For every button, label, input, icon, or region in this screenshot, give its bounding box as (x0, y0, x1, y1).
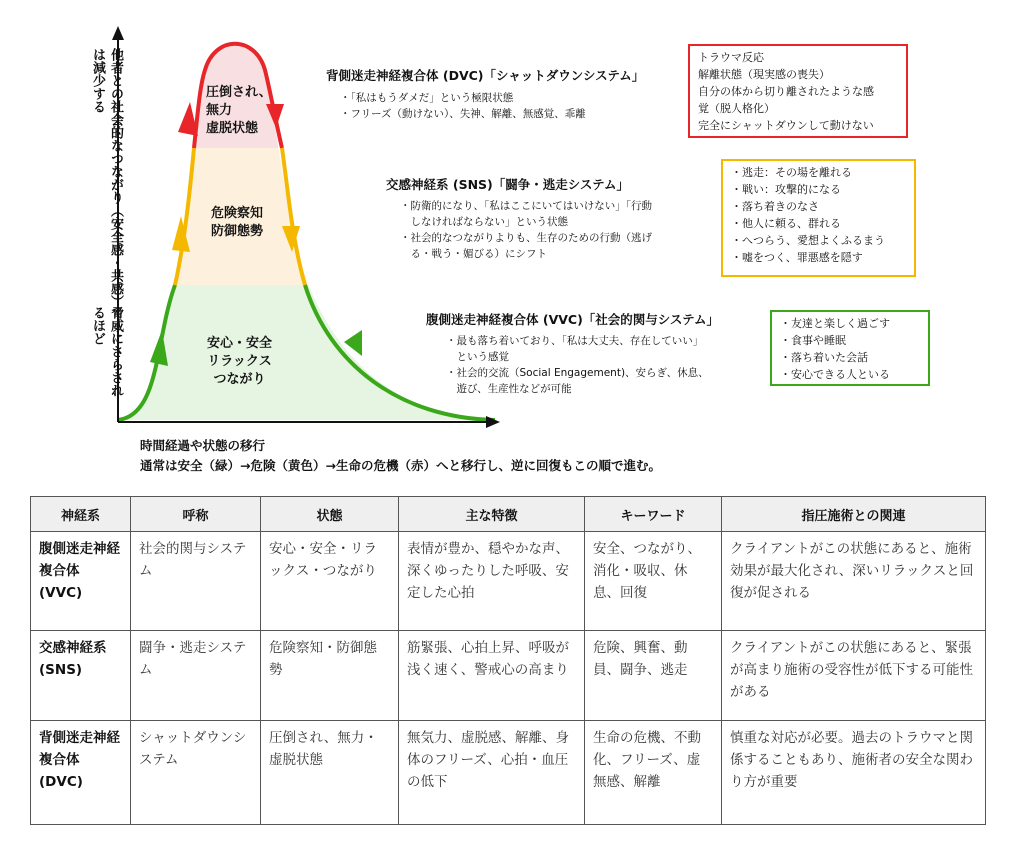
table-cell: クライアントがこの状態にあると、緊張が高まり施術の受容性が低下する可能性がある (722, 631, 986, 721)
x-axis-arrow-icon (486, 416, 500, 428)
dvc-bullets: ・「私はもうダメだ」という極限状態 ・フリーズ（動けない）、失神、解離、無感覚、乖離 (340, 92, 586, 120)
vvc-examples-box (770, 310, 930, 386)
table-cell: 慎重な対応が必要。過去のトラウマと関係することもあり、施術者の安全な関わり方が重要 (722, 721, 986, 825)
sns-examples-box (721, 159, 916, 277)
nervous-system-table (30, 496, 986, 825)
table-cell: クライアントがこの状態にあると、施術効果が最大化され、深いリラックスと回復が促される (722, 532, 986, 631)
sns-bullets: ・防衛的になり、「私はここにいてはいけない」「行動 しなければならない」という状態 ・社会的なつながりよりも、生存のための行動（逃げ る・戦う・媚びる）にシフト (400, 200, 652, 260)
table-cell: シャットダウンシステム (131, 721, 261, 825)
sns-box-text: ・逃走：その場を離れる ・戦い：攻撃的になる ・落ち着きのなさ ・他人に頼る、群れる ・へつらう、愛想よくふるまう ・嘘をつく、罪悪感を隠す (731, 166, 885, 264)
y-axis-label-line1: 脅威にさらされるほど (90, 305, 123, 397)
col-header-name: 呼称 (131, 497, 261, 532)
green-zone-label: 安心・安全 リラックス つながり (207, 336, 273, 387)
sns-title: 交感神経系 (SNS)「闘争・逃走システム」 (386, 177, 629, 192)
y-axis-label (58, 48, 124, 408)
col-header-keywords: キーワード (585, 497, 722, 532)
dvc-box-text: トラウマ反応 解離状態（現実感の喪失） 自分の体から切り離されたような感 覚（脱人格化） 完全にシャットダウンして動けない (698, 51, 874, 132)
table-header-row (31, 497, 986, 532)
table-cell: 社会的関与システム (131, 532, 261, 631)
col-header-features: 主な特徴 (399, 497, 585, 532)
col-header-state: 状態 (261, 497, 399, 532)
x-axis-caption-line1: 時間経過や状態の移行 (140, 438, 266, 453)
vvc-bullets: ・最も落ち着いており、「私は大丈夫、存在していい」 という感覚 ・社会的交流（Social Engagement)、安らぎ、休息、 遊び、生産性などが可能 (446, 335, 709, 395)
table-row (31, 721, 986, 825)
arrow-red-up (178, 102, 198, 136)
table-cell: 交感神経系 (SNS) (31, 631, 131, 721)
table-row (31, 532, 986, 631)
table-cell: 表情が豊か、穏やかな声、深くゆったりした呼吸、安定した心拍 (399, 532, 585, 631)
col-header-nerve: 神経系 (31, 497, 131, 532)
x-axis-caption-line2: 通常は安全（緑）→危険（黄色）→生命の危機（赤）へと移行し、逆に回復もこの順で進む。 (140, 458, 661, 473)
table-cell: 無気力、虚脱感、解離、身体のフリーズ、心拍・血圧の低下 (399, 721, 585, 825)
red-zone-label: 圧倒され、 無力 虚脱状態 (206, 85, 272, 136)
table-cell: 圧倒され、無力・虚脱状態 (261, 721, 399, 825)
table-cell: 危険、興奮、動員、闘争、逃走 (585, 631, 722, 721)
table-cell: 生命の危機、不動化、フリーズ、虚無感、解離 (585, 721, 722, 825)
table-cell: 危険察知・防御態勢 (261, 631, 399, 721)
dvc-title: 背側迷走神経複合体 (DVC)「シャットダウンシステム」 (326, 68, 645, 83)
dvc-trauma-box (688, 44, 908, 138)
table-cell: 闘争・逃走システム (131, 631, 261, 721)
table-cell: 腹側迷走神経複合体 (VVC) (31, 532, 131, 631)
y-axis-arrow-icon (112, 26, 124, 40)
table-cell: 背側迷走神経複合体 (DVC) (31, 721, 131, 825)
red-zone (100, 20, 520, 148)
y-axis-label-line2: 他者との社会的なつながり（安全感・共感）は減少する (90, 48, 123, 302)
col-header-shiatsu: 指圧施術との関連 (722, 497, 986, 532)
table-cell: 筋緊張、心拍上昇、呼吸が浅く速く、警戒心の高まり (399, 631, 585, 721)
table-cell: 安全、つながり、消化・吸収、休息、回復 (585, 532, 722, 631)
yellow-zone-label: 危険察知 防御態勢 (211, 206, 264, 239)
vvc-title: 腹側迷走神経複合体 (VVC)「社会的関与システム」 (426, 312, 720, 327)
table-cell: 安心・安全・リラックス・つながり (261, 532, 399, 631)
table-row (31, 631, 986, 721)
vvc-box-text: ・友達と楽しく過ごす ・食事や睡眠 ・落ち着いた会話 ・安心できる人といる (780, 317, 890, 381)
